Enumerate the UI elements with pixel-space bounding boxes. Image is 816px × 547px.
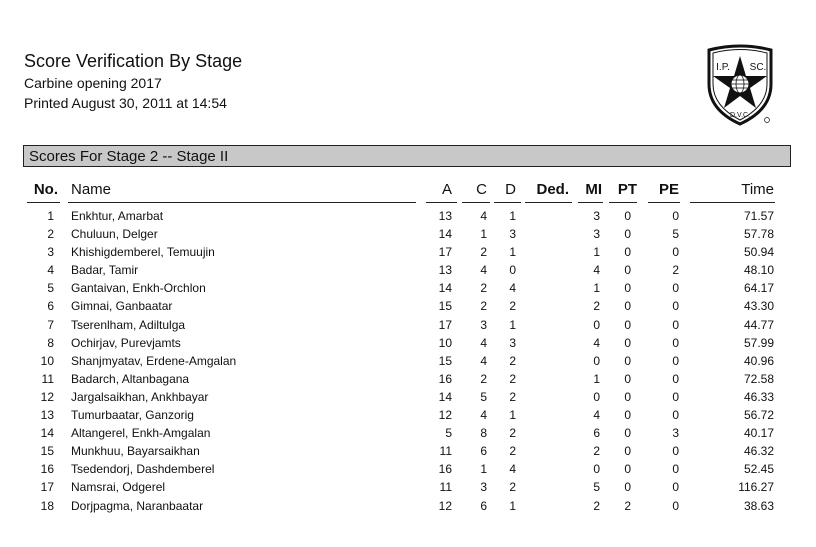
cell-name: Tsedendorj, Dashdemberel [71,462,215,477]
cell-mi: 0 [593,353,600,368]
cell-pt: 0 [624,371,631,386]
cell-pe: 0 [672,209,679,223]
cell-a: 15 [438,353,452,368]
cell-no: 17 [40,480,54,495]
cell-mi: 1 [593,245,600,260]
cell-c: 4 [480,263,487,278]
cell-name: Dorjpagma, Naranbaatar [71,498,204,513]
cell-pt: 0 [624,389,631,404]
cell-a: 16 [438,371,452,386]
cell-time: 71.57 [743,209,774,223]
cell-d: 0 [509,263,516,278]
cell-d: 1 [509,317,516,332]
cell-time: 72.58 [743,371,774,386]
cell-mi: 3 [593,209,600,223]
cell-name: Jargalsaikhan, Ankhbayar [71,389,209,404]
cell-time: 52.45 [743,462,774,477]
column-header-a: A [426,181,457,203]
table-row [0,334,816,352]
cell-pt: 0 [624,299,631,314]
cell-c: 3 [480,480,487,495]
cell-pe: 0 [672,408,679,423]
table-row [0,406,816,424]
cell-time: 38.63 [743,498,774,513]
cell-pe: 3 [672,426,679,441]
svg-text:I.P.: I.P. [716,62,730,73]
cell-a: 17 [438,317,452,332]
table-row [0,261,816,279]
cell-d: 2 [509,426,516,441]
cell-time: 40.17 [743,426,774,441]
cell-no: 13 [40,408,54,423]
table-row [0,297,816,315]
table-row [0,388,816,406]
cell-mi: 4 [593,263,600,278]
cell-pe: 0 [672,462,679,477]
cell-c: 1 [480,227,487,242]
cell-a: 11 [439,444,452,459]
cell-pt: 0 [624,335,631,350]
cell-time: 56.72 [743,408,774,423]
cell-no: 4 [47,263,54,278]
cell-name: Tserenlham, Adiltulga [71,317,186,332]
cell-time: 40.96 [743,353,774,368]
column-header-c: C [462,181,490,203]
table-row [0,497,816,515]
cell-pe: 5 [672,227,679,242]
cell-pt: 0 [624,317,631,332]
cell-time: 43.30 [743,299,774,314]
cell-name: Gantaivan, Enkh-Orchlon [71,281,206,296]
column-header-pt: PT [609,181,637,203]
cell-pe: 0 [672,281,679,296]
cell-c: 4 [480,353,487,368]
cell-time: 46.33 [743,389,774,404]
table-row [0,460,816,478]
printed-timestamp: Printed August 30, 2011 at 14:54 [24,95,227,111]
cell-no: 15 [40,444,54,459]
cell-time: 116.27 [738,480,774,495]
cell-pt: 0 [624,408,631,423]
cell-name: Namsrai, Odgerel [71,480,166,495]
table-row [0,370,816,388]
cell-c: 2 [480,245,487,260]
cell-d: 4 [509,281,516,296]
cell-a: 12 [438,408,452,423]
cell-time: 48.10 [743,263,774,278]
report-title: Score Verification By Stage [24,51,243,71]
cell-d: 2 [509,480,516,495]
cell-pe: 0 [672,444,679,459]
cell-c: 2 [480,299,487,314]
cell-pt: 0 [624,245,631,260]
column-header-ded: Ded. [525,181,572,203]
cell-name: Badarch, Altanbagana [71,371,190,386]
cell-c: 3 [480,317,487,332]
match-name: Carbine opening 2017 [24,75,162,91]
cell-mi: 0 [593,462,600,477]
cell-no: 1 [47,209,54,223]
cell-name: Chuluun, Delger [71,227,158,242]
column-header-time: Time [690,181,775,203]
column-header-name: Name [68,181,416,203]
cell-name: Badar, Tamir [71,263,139,278]
stage-title-bar [23,145,791,167]
ipsc-shield-logo-icon [705,44,775,126]
cell-no: 14 [40,426,54,441]
cell-a: 5 [445,426,452,441]
svg-text:D.V.C.: D.V.C. [730,112,750,119]
cell-mi: 6 [593,426,600,441]
cell-pt: 2 [624,498,631,513]
cell-d: 2 [509,353,516,368]
cell-mi: 5 [593,480,600,495]
cell-d: 1 [509,245,516,260]
cell-pe: 0 [672,299,679,314]
cell-pe: 0 [672,317,679,332]
cell-mi: 0 [593,317,600,332]
table-row [0,442,816,460]
cell-pt: 0 [624,209,631,223]
cell-pt: 0 [624,281,631,296]
cell-name: Gimnai, Ganbaatar [71,299,173,314]
cell-a: 14 [438,389,452,404]
cell-mi: 1 [593,281,600,296]
cell-name: Ochirjav, Purevjamts [71,335,181,350]
cell-pe: 0 [672,245,679,260]
cell-pt: 0 [624,480,631,495]
stage-title: Scores For Stage 2 -- Stage II [29,148,229,165]
cell-no: 2 [47,227,54,242]
cell-mi: 2 [593,299,600,314]
cell-no: 8 [47,335,54,350]
cell-d: 2 [509,299,516,314]
column-header-no: No. [27,181,60,203]
cell-a: 12 [438,498,452,513]
cell-c: 2 [480,281,487,296]
cell-a: 13 [438,209,452,223]
cell-pe: 0 [672,353,679,368]
cell-a: 17 [438,245,452,260]
cell-c: 6 [480,444,487,459]
cell-pt: 0 [624,426,631,441]
cell-pt: 0 [624,227,631,242]
cell-mi: 2 [593,498,600,513]
table-row [0,424,816,442]
cell-d: 3 [509,227,516,242]
cell-c: 4 [480,408,487,423]
cell-a: 13 [438,263,452,278]
cell-no: 18 [40,498,54,513]
cell-d: 2 [509,371,516,386]
scores-table-body [0,207,816,515]
cell-time: 46.32 [743,444,774,459]
cell-c: 2 [480,371,487,386]
cell-d: 2 [509,389,516,404]
cell-name: Shanjmyatav, Erdene-Amgalan [71,353,237,368]
cell-d: 4 [509,462,516,477]
cell-a: 14 [438,281,452,296]
cell-d: 2 [509,444,516,459]
cell-mi: 3 [593,227,600,242]
svg-text:SC.: SC. [749,62,767,73]
cell-a: 15 [438,299,452,314]
cell-c: 4 [480,209,487,223]
cell-name: Munkhuu, Bayarsaikhan [71,444,200,459]
cell-d: 1 [509,209,516,223]
table-row [0,243,816,261]
cell-no: 3 [47,245,54,260]
cell-name: Tumurbaatar, Ganzorig [71,408,194,423]
cell-pe: 0 [672,335,679,350]
cell-pe: 0 [672,371,679,386]
cell-pe: 2 [672,263,679,278]
table-row [0,279,816,297]
cell-c: 4 [480,335,487,350]
cell-mi: 4 [593,335,600,350]
cell-time: 57.78 [743,227,774,242]
cell-mi: 0 [593,389,600,404]
cell-no: 6 [47,299,54,314]
cell-c: 8 [480,426,487,441]
cell-pe: 0 [672,389,679,404]
table-row [0,316,816,334]
column-header-mi: MI [578,181,603,203]
cell-pe: 0 [672,498,679,513]
table-row [0,207,816,225]
cell-a: 14 [438,227,452,242]
cell-mi: 4 [593,408,600,423]
cell-d: 1 [509,498,516,513]
cell-pt: 0 [624,263,631,278]
cell-time: 44.77 [743,317,774,332]
cell-pt: 0 [624,462,631,477]
cell-a: 16 [438,462,452,477]
table-row [0,225,816,243]
cell-a: 11 [439,480,452,495]
cell-no: 12 [40,389,54,404]
cell-no: 11 [41,371,54,386]
cell-mi: 1 [593,371,600,386]
column-header-pe: PE [648,181,680,203]
cell-mi: 2 [593,444,600,459]
cell-pt: 0 [624,444,631,459]
cell-pe: 0 [672,480,679,495]
cell-time: 64.17 [743,281,774,296]
cell-name: Altangerel, Enkh-Amgalan [71,426,211,441]
cell-no: 5 [47,281,54,296]
table-row [0,478,816,496]
column-header-d: D [494,181,521,203]
cell-d: 1 [509,408,516,423]
cell-no: 7 [47,317,54,332]
cell-name: Khishigdemberel, Temuujin [71,245,215,260]
cell-time: 50.94 [743,245,774,260]
cell-c: 6 [480,498,487,513]
cell-no: 16 [40,462,54,477]
cell-time: 57.99 [743,335,774,350]
cell-c: 1 [480,462,487,477]
cell-c: 5 [480,389,487,404]
cell-name: Enkhtur, Amarbat [71,209,164,223]
cell-no: 10 [40,353,54,368]
cell-d: 3 [509,335,516,350]
cell-pt: 0 [624,353,631,368]
table-row [0,352,816,370]
cell-a: 10 [438,335,452,350]
